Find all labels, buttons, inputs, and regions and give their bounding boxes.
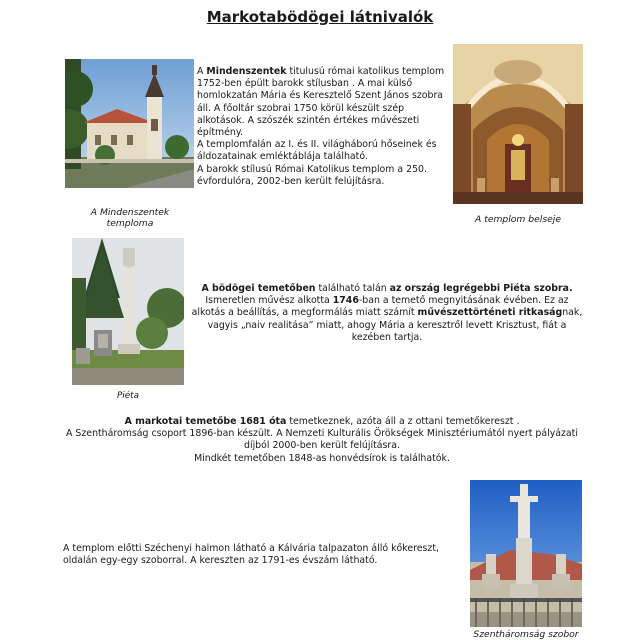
church-paragraph-1 (197, 66, 451, 139)
text-run: található talán (315, 283, 390, 294)
church-interior-caption: A templom belseje (475, 214, 561, 225)
text-run: az ország legrégebbi Piéta szobra. (389, 283, 573, 294)
text-run: A barokk stílusú Római Katolikus templom a 250. évfordulóra, 2002-ben került felújításra. (197, 163, 427, 187)
cemetery-description (62, 416, 582, 465)
text-run: -ban a temető megnyitásának évében. Ez az alkotás a beállítás, a megformálás miatt számít (191, 295, 569, 319)
trinity-statue-caption: Szentháromság szobor (473, 629, 579, 640)
cemetery-paragraph-3 (62, 453, 582, 465)
text-run: 1746 (332, 295, 359, 307)
text-run: Ismeretlen művész alkotta (205, 295, 333, 307)
church-interior-photo (453, 44, 583, 204)
text-run: A (197, 66, 207, 77)
calvary-description (63, 543, 463, 567)
trinity-statue-photo (470, 480, 582, 627)
cemetery-paragraph-2 (62, 428, 582, 452)
text-run: A markotai temetőbe 1681 óta (124, 416, 287, 427)
cemetery-paragraph-1 (62, 416, 582, 428)
text-run: A bödögei temetőben (201, 283, 316, 294)
text-run: temetkeznek, azóta áll a z ottani temetőkereszt . (286, 416, 520, 427)
text-run: Mindkét temetőben 1848-as honvédsírok is találhatók. (194, 452, 450, 464)
church-exterior-caption: A Mindenszentek temploma (90, 207, 170, 229)
text-run: titulusú római katolikus templom 1752-ben épült barokk stílusban . A mai külső homlokzatán Mária és Keresztelő Szent János szobra áll. A főoltár szobrai 1750 körül készült szép alkotások. A szószék szintén értékes művészeti építmény. (197, 66, 445, 139)
text-run: A templom előtti Széchenyi halmon látható a Kálvária talpazaton álló kőkereszt, oldalán egy-egy szoborral. A kereszten az 1791-es évszám látható. (63, 543, 440, 567)
pieta-photo (72, 238, 184, 385)
text-run: Mindenszentek (206, 66, 287, 77)
church-paragraph-2 (197, 139, 451, 163)
church-paragraph-3 (197, 164, 451, 188)
text-run: nak, vagyis „naiv realitása” miatt, ahogy Mária a keresztről levett Krisztust, fiát a kezében tartja. (207, 307, 583, 343)
church-exterior-photo (65, 59, 194, 188)
pieta-paragraph (188, 283, 586, 344)
text-run: A templomfalán az I. és II. világháború hőseinek és áldozatainak emléktáblája található. (197, 139, 437, 163)
church-description (197, 66, 451, 188)
pieta-caption: Piéta (116, 391, 139, 401)
pieta-description (188, 283, 586, 344)
calvary-paragraph (63, 543, 463, 567)
page-title: Markotabödögei látnivalók (206, 8, 434, 26)
text-run: művészettörténeti ritkaság (417, 307, 563, 319)
text-run: A Szentháromság csoport 1896-ban készült. A Nemzeti Kulturális Örökségek Minisztériumától nyert pályázati díjból 2000-ben került felújításra. (66, 428, 578, 452)
